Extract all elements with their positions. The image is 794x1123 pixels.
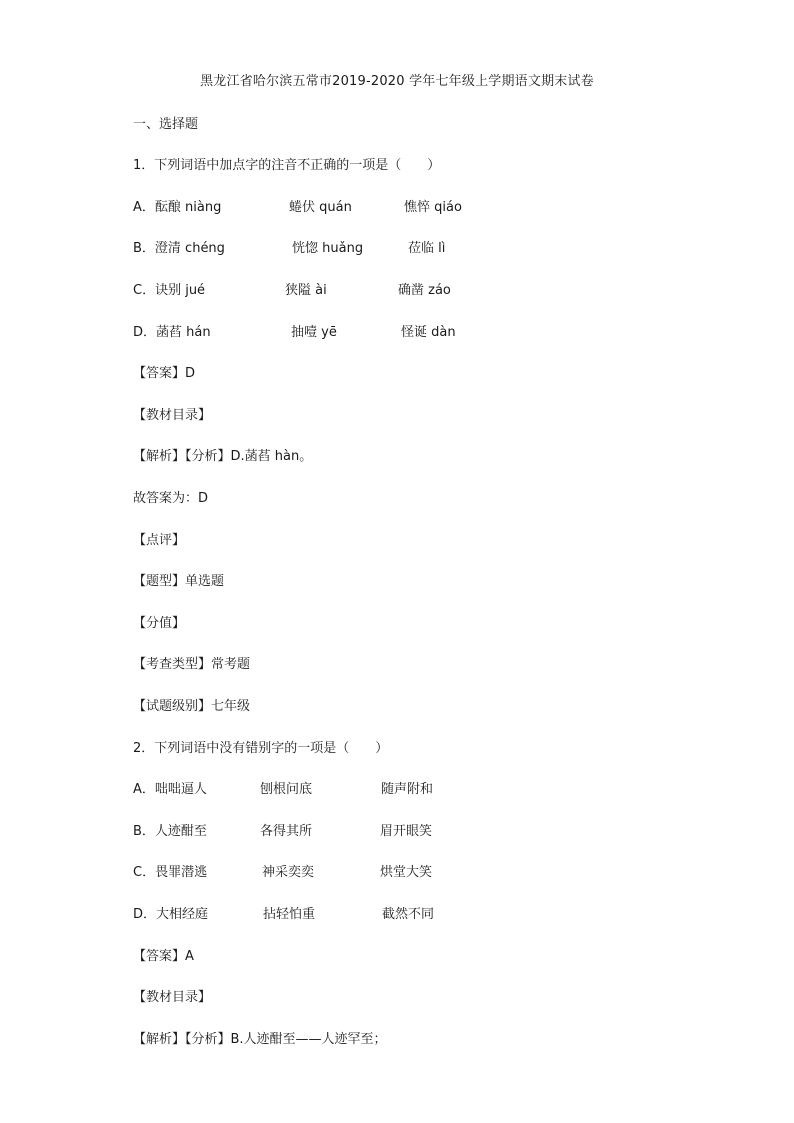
- catalog-1: 【教材目录】: [133, 408, 212, 423]
- option-a-item-3: 随声附和: [381, 782, 434, 797]
- option-c-item-1: C．畏罪潜逃: [133, 865, 208, 880]
- option-c-item-2: 神采奕奕: [262, 865, 315, 880]
- option-b-item-2: 各得其所: [260, 824, 313, 839]
- level-1: 【试题级别】七年级: [133, 699, 251, 714]
- question-2-stem: 2．下列词语中没有错别字的一项是（ ）: [133, 741, 389, 756]
- option-a-item-2: 蜷伏 quán: [289, 200, 352, 215]
- option-c-item-3: 确凿 záo: [398, 283, 451, 298]
- option-c-item-3: 烘堂大笑: [380, 865, 433, 880]
- option-d-item-3: 截然不同: [382, 907, 435, 922]
- conclusion-1: 故答案为：D: [133, 491, 209, 506]
- section-heading: 一、选择题: [133, 117, 199, 132]
- option-d-item-2: 拈轻怕重: [263, 907, 316, 922]
- question-1-stem: 1．下列词语中加点字的注音不正确的一项是（ ）: [133, 158, 441, 173]
- option-b-item-1: B．澄清 chéng: [133, 241, 225, 256]
- option-b-item-3: 莅临 lì: [408, 241, 446, 256]
- option-c-item-1: C．诀别 jué: [133, 283, 206, 298]
- option-a-item-2: 刨根问底: [260, 782, 313, 797]
- option-a-item-1: A．酝酿 niàng: [133, 200, 222, 215]
- answer-1: 【答案】D: [133, 366, 196, 381]
- catalog-2: 【教材目录】: [133, 990, 212, 1005]
- option-d-item-3: 怪诞 dàn: [401, 325, 456, 340]
- option-d-item-2: 抽噎 yē: [291, 325, 337, 340]
- document-title: 黑龙江省哈尔滨五常市2019-2020 学年七年级上学期语文期末试卷: [200, 74, 594, 89]
- analysis-2: 【解析】【分析】B.人迹酣至——人迹罕至；: [133, 1032, 387, 1047]
- option-c-item-2: 狭隘 ài: [285, 283, 327, 298]
- option-a-item-1: A．咄咄逼人: [133, 782, 207, 797]
- question-type-1: 【题型】单选题: [133, 574, 225, 589]
- analysis-1: 【解析】【分析】D.菡萏 hàn。: [133, 449, 313, 464]
- exam-type-1: 【考查类型】常考题: [133, 657, 251, 672]
- option-b-item-1: B．人迹酣至: [133, 824, 207, 839]
- option-d-item-1: D．菡萏 hán: [133, 325, 211, 340]
- score-1: 【分值】: [133, 616, 186, 631]
- review-1: 【点评】: [133, 533, 186, 548]
- option-b-item-3: 眉开眼笑: [380, 824, 433, 839]
- option-a-item-3: 憔悴 qiáo: [404, 200, 462, 215]
- answer-2: 【答案】A: [133, 949, 194, 964]
- option-b-item-2: 恍惚 huǎng: [292, 241, 364, 256]
- option-d-item-1: D．大相经庭: [133, 907, 209, 922]
